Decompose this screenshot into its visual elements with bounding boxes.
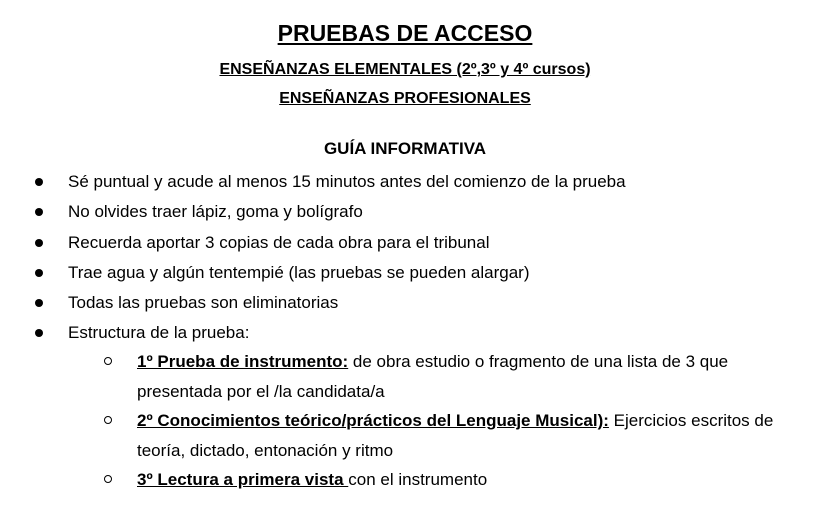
circle-bullet-icon <box>104 475 112 483</box>
bullet-icon <box>35 239 43 247</box>
bullet-icon <box>35 299 43 307</box>
list-item <box>0 288 832 318</box>
list-item <box>0 318 832 348</box>
document-subtitle-profesionales: ENSEÑANZAS PROFESIONALES <box>279 90 531 107</box>
circle-bullet-icon <box>104 416 112 424</box>
sub-item-text: de obra estudio o fragmento de una lista de 3 que presentada por el /la candidata/a <box>137 352 729 401</box>
list-item-text: Trae agua y algún tentempié (las pruebas se pueden alargar) <box>68 262 530 282</box>
bullet-icon <box>35 269 43 277</box>
list-item <box>0 167 832 197</box>
list-item-text: No olvides traer lápiz, goma y bolígrafo <box>68 202 363 222</box>
sub-item-heading: 2º Conocimientos teórico/prácticos del Lenguaje Musical): <box>137 411 609 430</box>
sub-list-item <box>0 465 832 495</box>
bullet-icon <box>35 208 43 216</box>
sub-list-item <box>0 347 832 406</box>
list-item-text: Recuerda aportar 3 copias de cada obra para el tribunal <box>68 232 490 252</box>
section-title: GUÍA INFORMATIVA <box>323 139 487 158</box>
sub-item-heading: 1º Prueba de instrumento: <box>137 352 349 371</box>
sub-item-text: Ejercicios escritos de teoría, dictado, entonación y ritmo <box>137 411 774 460</box>
sub-list-item <box>0 406 832 465</box>
bullet-icon <box>35 178 43 186</box>
list-item-text: Estructura de la prueba: <box>68 323 250 343</box>
list-item <box>0 228 832 258</box>
list-item <box>0 258 832 288</box>
circle-bullet-icon <box>104 357 112 365</box>
document-title: PRUEBAS DE ACCESO <box>277 20 533 46</box>
list-item <box>0 197 832 227</box>
test-structure-list <box>0 347 832 495</box>
sub-item-heading: 3º Lectura a primera vista <box>137 470 349 489</box>
guide-bullet-list <box>0 167 832 349</box>
sub-item-text: con el instrumento <box>348 470 488 489</box>
document-subtitle-elementales: ENSEÑANZAS ELEMENTALES (2º,3º y 4º cursos) <box>219 61 591 78</box>
list-item-text: Todas las pruebas son eliminatorias <box>68 293 339 313</box>
bullet-icon <box>35 329 43 337</box>
list-item-text: Sé puntual y acude al menos 15 minutos antes del comienzo de la prueba <box>68 172 626 191</box>
